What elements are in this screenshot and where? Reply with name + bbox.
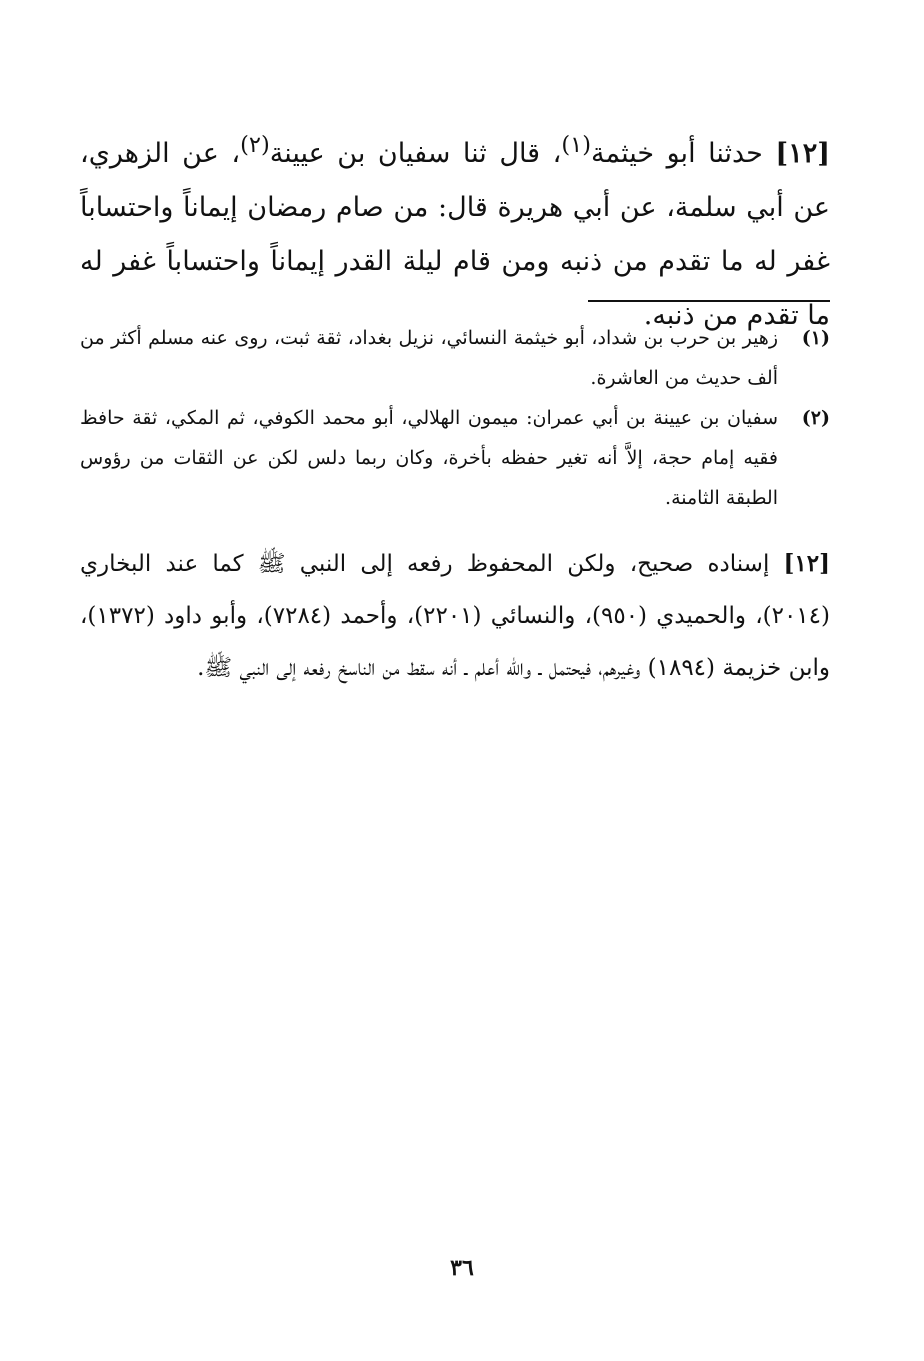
footnote-separator: [588, 300, 830, 302]
hadith-text: [80, 118, 830, 343]
footnote-marker: (١): [801, 327, 830, 349]
hadith-number: [١٢]: [775, 138, 830, 169]
footnote-marker: (٢): [801, 407, 830, 429]
footnote-2: [80, 398, 830, 518]
footnote-text: زهير بن حرب بن شداد، أبو خيثمة النسائي، نزيل بغداد، ثقة ثبت، روى عنه مسلم أكثر من ألف حديث من العاشرة.: [80, 327, 778, 389]
commentary-number: [١٢]: [783, 550, 830, 577]
page-number: ٣٦: [450, 1255, 474, 1281]
hadith-text-part-1: حدثنا أبو خيثمة: [591, 138, 776, 169]
hadith-text-part-3: ، عن الزهري، عن أبي سلمة، عن أبي هريرة قال: من صام رمضان إيماناً واحتساباً غفر له ما تقدم من ذنبه ومن قام ليلة القدر إيماناً واحتساباً غفر له ما تقدم من ذنبه.: [80, 138, 830, 331]
hadith-text-part-2: ، قال ثنا سفيان بن عيينة: [269, 138, 562, 169]
commentary-body: إسناده صحيح، ولكن المحفوظ رفعه إلى النبي ﷺ كما عند البخاري (٢٠١٤)، والحميدي (٩٥٠)، والنسائي (٢٢٠١)، وأحمد (٧٢٨٤)، وأبو داود (١٣٧٢)، وابن خزيمة (١٨٩٤) وغيرهم، فيحتمل ـ والله أعلم ـ أنه سقط من الناسخ رفعه إلى النبي ﷺ.: [80, 551, 830, 681]
footnote-ref-2[interactable]: (٢): [240, 132, 270, 158]
footnote-ref-1[interactable]: (١): [561, 132, 591, 158]
footnotes-list: [80, 318, 830, 518]
footnote-text: سفيان بن عيينة بن أبي عمران: ميمون الهلالي، أبو محمد الكوفي، ثم المكي، ثقة حافظ فقيه إمام حجة، إلاَّ أنه تغير حفظه بأخرة، وكان ربما دلس لكن عن الثقات من رؤوس الطبقة الثامنة.: [80, 407, 778, 509]
footnote-1: [80, 318, 830, 398]
commentary-text: [80, 538, 830, 694]
